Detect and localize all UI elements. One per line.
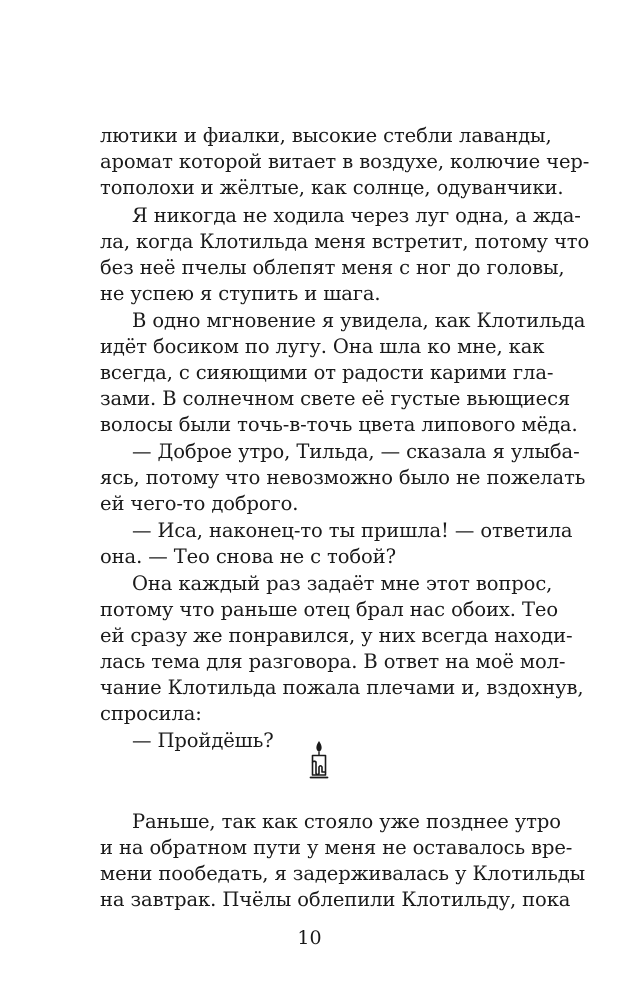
text-line: — Пройдёшь? (132, 729, 274, 752)
text-line: ясь, потому что невозможно было не пожелать (100, 466, 586, 489)
text-line: идёт босиком по лугу. Она шла ко мне, как (100, 335, 545, 358)
text-line: Раньше, так как стояло уже позднее утро (132, 810, 561, 833)
text-line: и на обратном пути у меня не оставалось вре- (100, 836, 573, 859)
text-line: В одно мгновение я увидела, как Клотильда (132, 309, 586, 332)
text-line: она. — Тео снова не с тобой? (100, 545, 396, 568)
text-line: на завтрак. Пчёлы облепили Клотильду, пока (100, 888, 571, 911)
text-line: чание Клотильда пожала плечами и, вздохнув, (100, 676, 584, 699)
text-line: Я никогда не ходила через луг одна, а жда- (132, 204, 581, 227)
text-line: всегда, с сияющими от радости карими гла- (100, 361, 554, 384)
text-line: не успею я ступить и шага. (100, 282, 381, 305)
text-line: зами. В солнечном свете её густые вьющиеся (100, 387, 571, 410)
text-line: лютики и фиалки, высокие стебли лаванды, (100, 124, 552, 147)
text-line: лась тема для разговора. В ответ на моё мол- (100, 650, 566, 673)
text-line: аромат которой витает в воздухе, колючие чер- (100, 150, 590, 173)
text-line: ей сразу же понравился, у них всегда находи- (100, 624, 573, 647)
text-line: ла, когда Клотильда меня встретит, потому что (100, 230, 590, 253)
text-line: спросила: (100, 702, 202, 725)
text-line: ей чего-то доброго. (100, 492, 299, 515)
text-line: без неё пчелы облепят меня с ног до головы, (100, 256, 565, 279)
text-line: — Доброе утро, Тильда, — сказала я улыба- (132, 440, 580, 463)
text-line: мени пообедать, я задерживалась у Клотильды (100, 862, 586, 885)
text-line: волосы были точь-в-точь цвета липового мёда. (100, 413, 578, 436)
text-line: тополохи и жёлтые, как солнце, одуванчики. (100, 176, 564, 199)
text-line: потому что раньше отец брал нас обоих. Тео (100, 598, 558, 621)
candle-icon (307, 740, 331, 780)
text-line: — Иса, наконец-то ты пришла! — ответила (132, 519, 573, 542)
page-number: 10 (297, 927, 322, 949)
text-line: Она каждый раз задаёт мне этот вопрос, (132, 572, 553, 595)
